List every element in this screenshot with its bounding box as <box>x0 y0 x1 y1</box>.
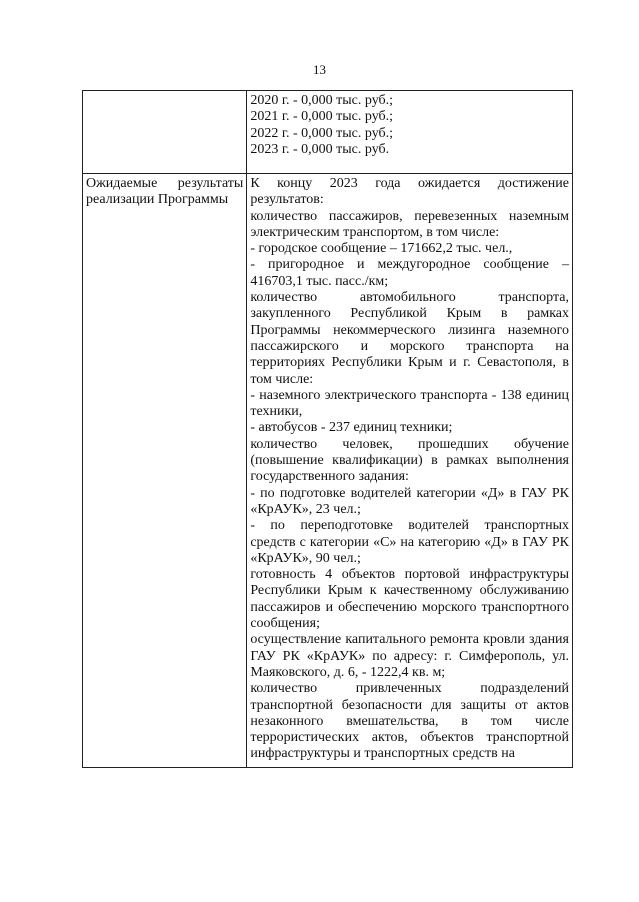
results-paragraph: количество пассажиров, перевезенных наземным электрическим транспортом, в том числе: <box>250 208 569 240</box>
funding-line: 2021 г. - 0,000 тыс. руб.; <box>250 109 394 125</box>
page-number: 13 <box>313 62 326 77</box>
expected-results-label: Ожидаемые результаты реализации Программы <box>83 174 247 768</box>
funding-line: 2023 г. - 0,000 тыс. руб. <box>250 141 390 157</box>
results-paragraph: К концу 2023 года ожидается достижение результатов: <box>250 176 569 208</box>
expected-results-cell <box>247 174 573 768</box>
program-passport-table <box>82 90 573 768</box>
funding-line: 2022 г. - 0,000 тыс. руб.; <box>250 125 394 141</box>
funding-line: 2020 г. - 0,000 тыс. руб.; <box>250 93 394 108</box>
results-paragraph: количество привлеченных подразделений транспортной безопасности для защиты от актов незаконного вмешательства, в том числе террористических актов, объектов транспортной инфраструктуры и транспортных средств на <box>250 681 569 762</box>
results-paragraph: - автобусов - 237 единиц техники; <box>250 420 453 436</box>
results-paragraph: количество человек, прошедших обучение (повышение квалификации) в рамках выполнения государственного задания: <box>250 436 569 485</box>
table-row-funding <box>83 91 573 174</box>
table-label-cell <box>83 91 247 174</box>
results-paragraph: количество автомобильного транспорта, закупленного Республикой Крым в рамках Программы некоммерческого лизинга наземного пассажирского и морского транспорта на территориях Республики Крым и г. Севастополя, в том числе: <box>250 290 569 387</box>
results-paragraph: - наземного электрического транспорта - 138 единиц техники, <box>250 387 569 420</box>
results-paragraph: готовность 4 объектов портовой инфраструктуры Республики Крым к качественному обслуживанию пассажиров и обеспечению морского транспортного сообщения; <box>250 567 569 632</box>
results-paragraph: - городское сообщение – 171662,2 тыс. чел., <box>250 241 513 257</box>
results-paragraph: осуществление капитального ремонта кровли здания ГАУ РК «КрАУК» по адресу: г. Симферополь, ул. Маяковского, д. 6, - 1222,4 кв. м; <box>250 632 569 680</box>
results-paragraph: - по подготовке водителей категории «Д» в ГАУ РК «КрАУК», 23 чел.; <box>250 485 569 517</box>
table-row-expected-results <box>83 174 573 768</box>
results-paragraph: - по переподготовке водителей транспортных средств с категории «С» на категорию «Д» в ГАУ РК «КрАУК», 90 чел.; <box>250 518 569 566</box>
funding-cell <box>247 91 573 174</box>
results-paragraph: - пригородное и междугородное сообщение – 416703,1 тыс. пасс./км; <box>250 257 569 289</box>
